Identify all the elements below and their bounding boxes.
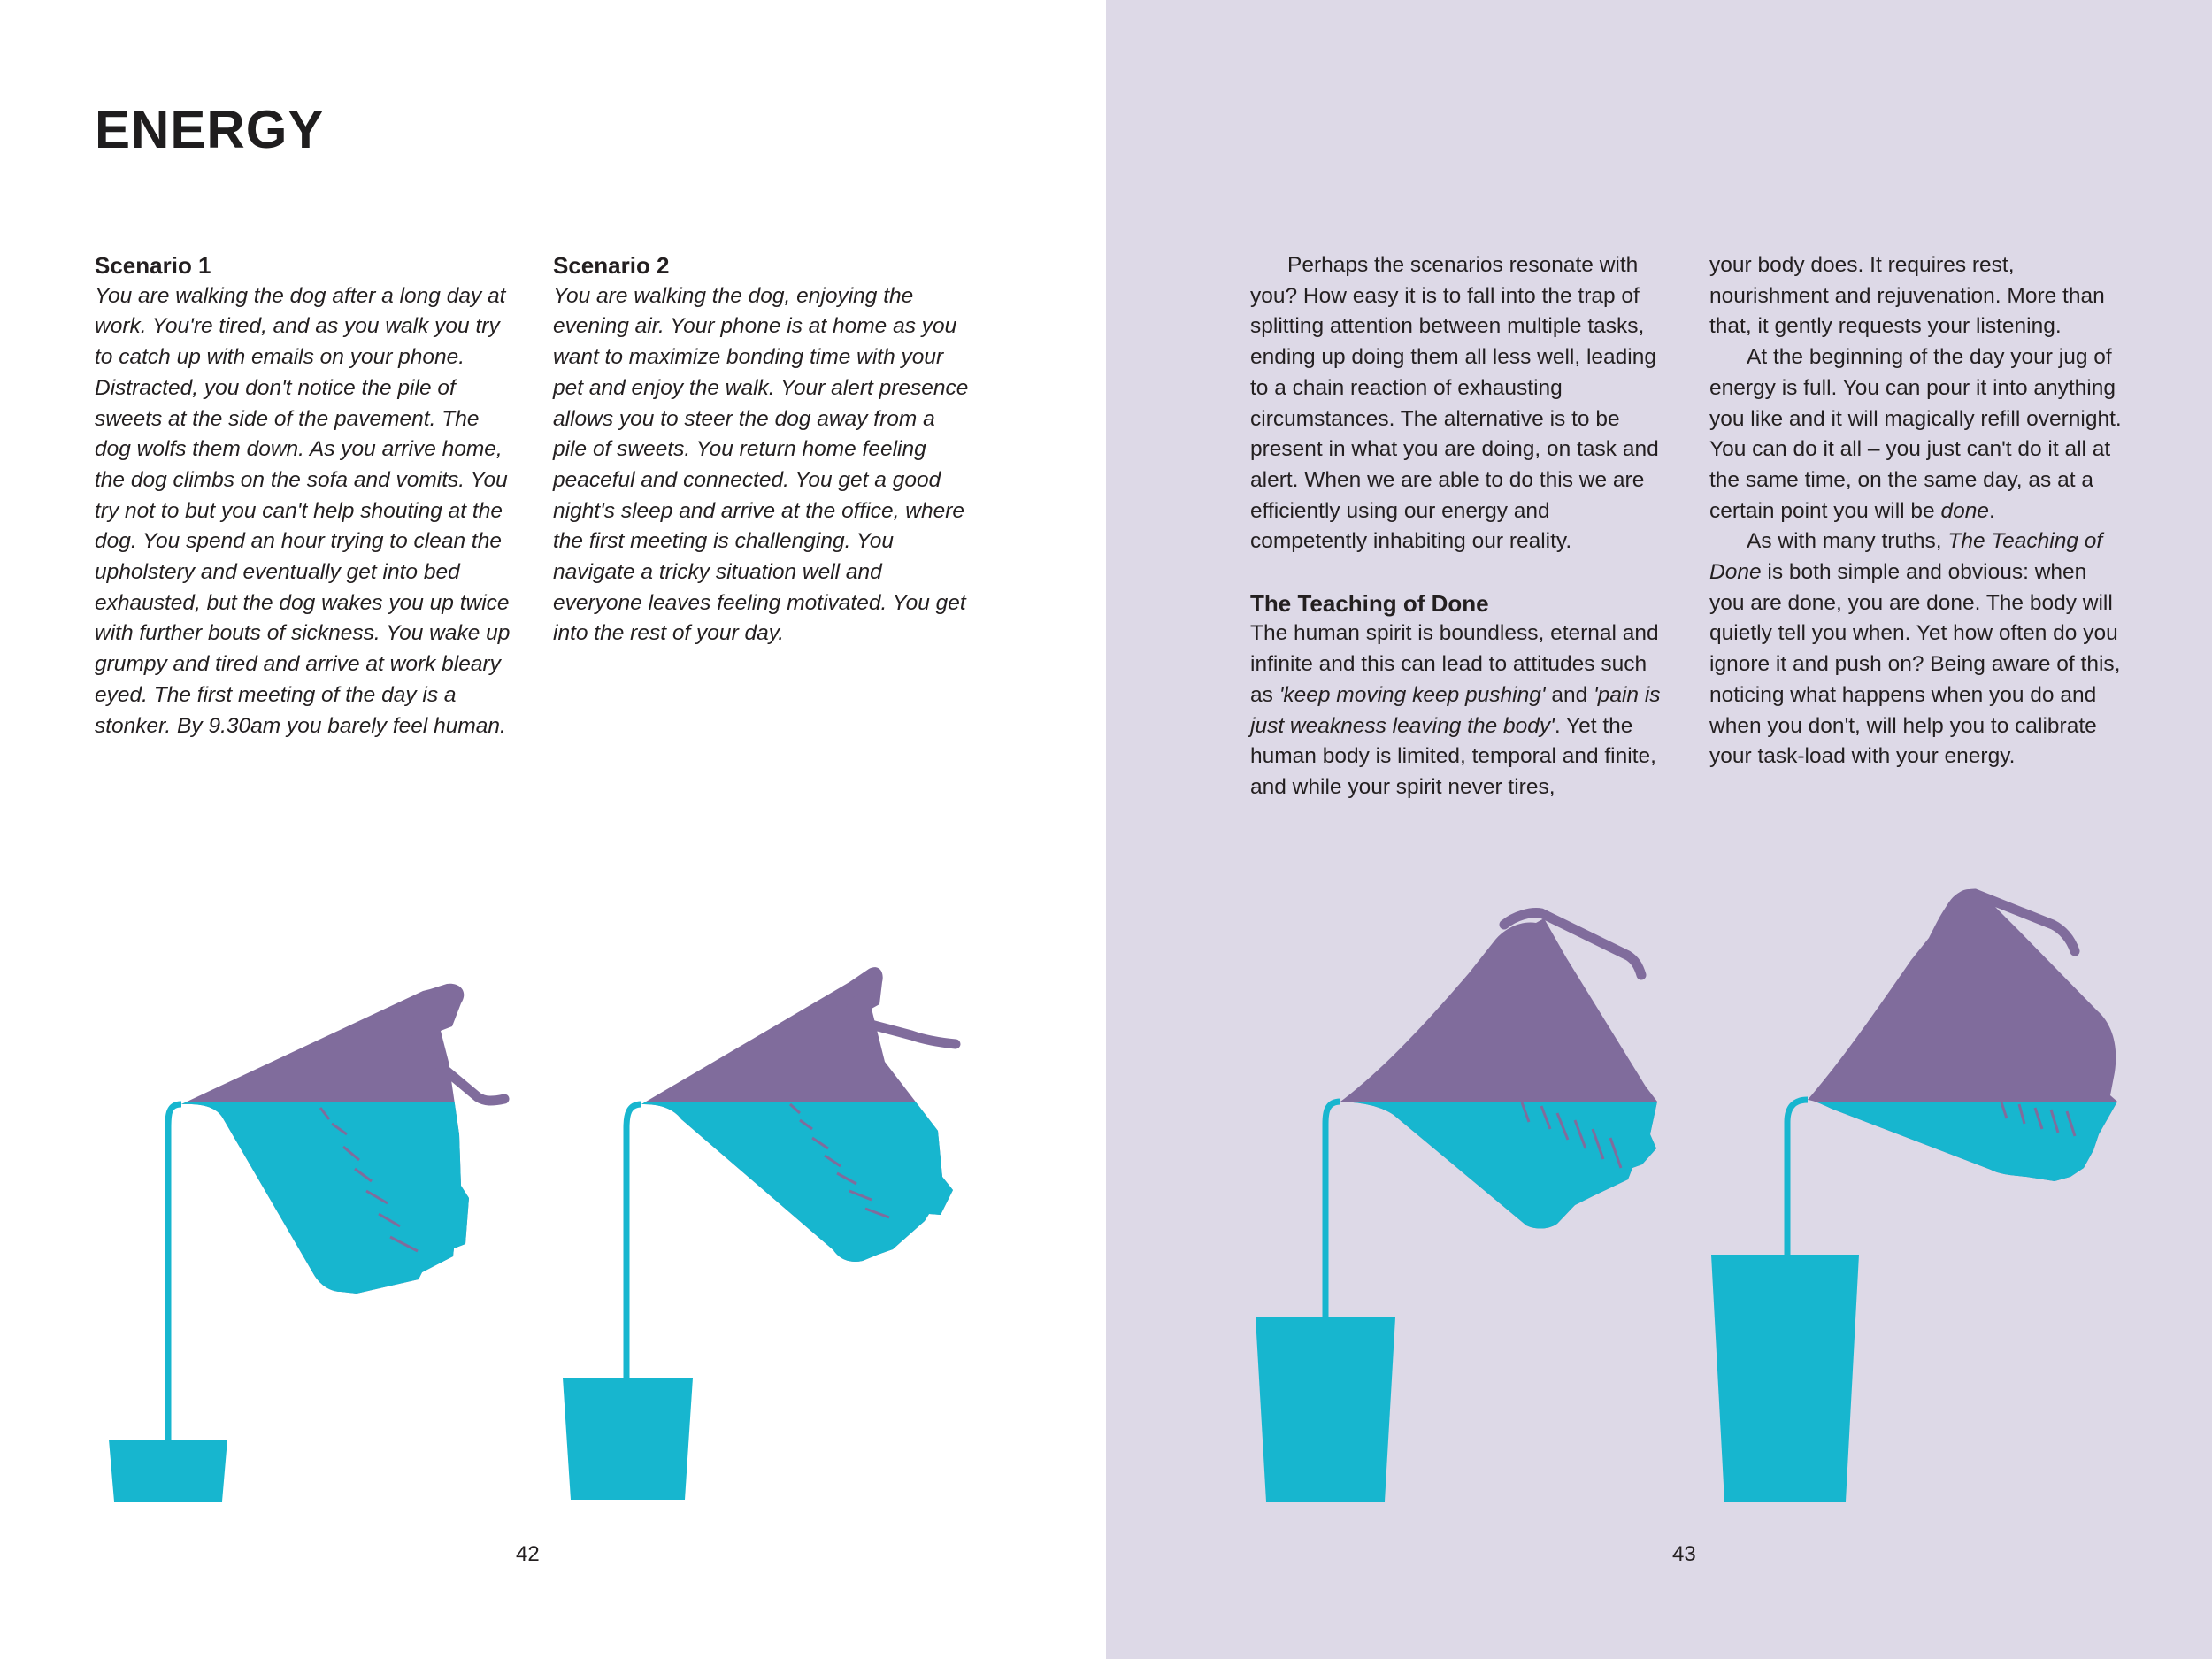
body-paragraph: your body does. It requires rest, nourishment and rejuvenation. More than that, it gently requests your listening. xyxy=(1709,253,2105,339)
scenario-2-text: You are walking the dog, enjoying the evening air. Your phone is at home as you want to maximize bonding time with your pet and enjoy the walk. Your alert presence allows you to steer the dog away from a pile of sweets. You return home feeling peaceful and connected. You get a good night's sleep and arrive at the office, where the first meeting is challenging. You navigate a tricky situation well and everyone leaves feeling motivated. You get into the rest of your day. xyxy=(553,283,969,646)
jug-text-end: . xyxy=(1989,498,1995,523)
pour-stream-4 xyxy=(1787,1100,1808,1256)
truths-text-a: As with many truths, xyxy=(1747,529,1948,554)
pour-stream-2 xyxy=(626,1104,641,1380)
jug-pour-3 xyxy=(1239,913,1770,1502)
spirit-text-c: . Yet the human body is limited, temporal and finite, and while your spirit never tires, xyxy=(1250,713,1656,799)
quote-pain-weakness: 'pain is just weakness leaving the body' xyxy=(1250,682,1661,738)
teaching-title-inline: The Teaching of Done xyxy=(1709,529,2103,585)
scenario-1-text: You are walking the dog after a long day at work. You're tired, and as you walk you try to catch up with emails on your phone. Distracted, you don't notice the pile of sweets at the side of the pavement. The dog wolfs them down. As you arrive home, the dog climbs on the sofa and vomits. You try not to but you can't help shouting at the dog. You spend an hour trying to clean the upholstery and eventually get into bed exhausted, but the dog wakes you up twice with further bouts of sickness. You wake up grumpy and tired and arrive at work bleary eyed. The first meeting of the day is a stonker. By 9.30am you barely feel human. xyxy=(95,283,511,738)
jug-pour-4 xyxy=(1711,889,2168,1502)
page-title: ENERGY xyxy=(95,100,325,159)
jug-water-1 xyxy=(88,1102,531,1367)
done-emphasis: done xyxy=(1940,498,1989,523)
spirit-text-b: and xyxy=(1545,682,1594,707)
pour-stream-3 xyxy=(1325,1102,1340,1318)
spirit-text-a: The human spirit is boundless, eternal and infinite and this can lead to attitudes such as xyxy=(1250,621,1659,707)
jug-pour-1 xyxy=(88,984,531,1502)
truths-text-b: is both simple and obvious: when you are done, you are done. The body will quietly tell you when. Yet how often do you ignore it and push on? Being aware of this, noticing what happens when you do and when you don't, will help you to calibrate your task-load with your energy. xyxy=(1709,560,2121,769)
glass-1 xyxy=(109,1440,227,1502)
page-number-right: 43 xyxy=(1672,1542,1696,1566)
intro-paragraph: Perhaps the scenarios resonate with you? How easy it is to fall into the trap of splitting attention between multiple tasks, ending up doing them all less well, leading to a chain reaction of exhausting circumstances. The alternative is to be present in what you are doing, on task and alert. When we are able to do this we are efficiently using our energy and competently inhabiting our reality. xyxy=(1250,253,1659,554)
quote-keep-moving: 'keep moving keep pushing' xyxy=(1279,682,1546,707)
glass-2 xyxy=(563,1378,693,1500)
page-number-left: 42 xyxy=(516,1542,540,1566)
jug-pour-2 xyxy=(531,967,973,1500)
jug-water-2 xyxy=(531,1102,973,1367)
glass-3 xyxy=(1256,1317,1395,1502)
glass-4 xyxy=(1711,1255,1859,1502)
scenario-2-heading: Scenario 2 xyxy=(553,252,670,279)
teaching-of-done-heading: The Teaching of Done xyxy=(1250,589,1489,617)
pour-stream-1 xyxy=(168,1104,181,1447)
jug-text: At the beginning of the day your jug of energy is full. You can pour it into anything you like and it will magically refill overnight. You can do it all – you just can't do it all at the same time, on the same day, as at a certain point you will be xyxy=(1709,345,2122,523)
scenario-1-heading: Scenario 1 xyxy=(95,252,211,279)
